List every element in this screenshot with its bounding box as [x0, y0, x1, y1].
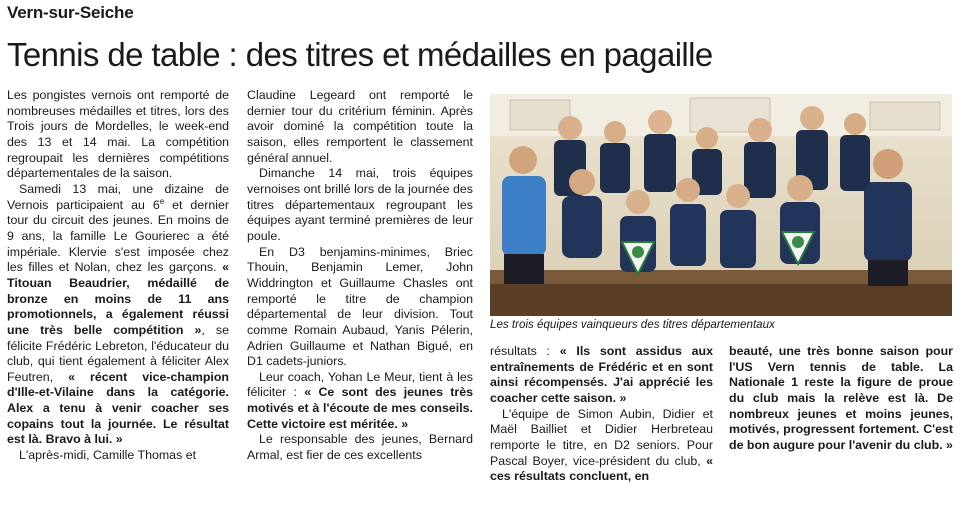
article-column-3	[490, 344, 713, 485]
quote: « Titouan Beaudrier, médaillé de bronze en moins de 11 ans promotionnels, a également réussi une très belle compétition »	[7, 260, 229, 337]
photo-caption: Les trois équipes vainqueurs des titres départementaux	[490, 318, 775, 331]
paragraph: Samedi 13 mai, une dizaine de Vernois participaient au 6e et dernier tour du circuit des jeunes. En moins de 9 ans, la famille Le Gourierec a été impériale. Klervie s'est imposée chez les filles et Nolan, chez les garçons. « Titouan Beaudrier, médaillé de bronze en moins de 11 ans promotionnels, a également réussi une très belle compétition », se félicite Frédéric Lebreton, l'éducateur du club, qui tient également à féliciter Alex Feutren, « récent vice-champion d'Ille-et-Vilaine dans la catégorie. Alex a tenu à venir coacher ses copains tout la journée. Le résultat est là. Bravo à lui. »	[7, 181, 230, 447]
paragraph: Claudine Legeard ont remporté le dernier tour du critérium féminin. Après avoir dominé la compétition toute la saison, elles remportent le classement général annuel.	[247, 88, 473, 165]
paragraph: Les pongistes vernois ont remporté de nombreuses médailles et titres, lors des Trois jours de Mordelles, le week-end des 13 et 14 mai. La compétition regroupait les dernières compétitions départementales de la saison.	[7, 88, 229, 181]
section-kicker: Vern-sur-Seiche	[7, 3, 134, 22]
paragraph: L'après-midi, Camille Thomas et	[19, 448, 197, 463]
quote: « Ce sont des jeunes très motivés et à l'écoute de mes conseils. Cette victoire est méritée. »	[247, 385, 474, 431]
paragraph: Le responsable des jeunes, Bernard Armal, est fier de ces excellents	[247, 432, 473, 463]
quote: beauté, une très bonne saison pour l'US Vern tennis de table. La Nationale 1 reste la figure de proue du club mais la relève est là. De nombreux jeunes et moins jeunes, motivés, progressent fortement. C'est de bon augure pour l'avenir du club. »	[729, 344, 953, 452]
paragraph: Leur coach, Yohan Le Meur, tient à les féliciter : « Ce sont des jeunes très motivés et à l'écoute de mes conseils. Cette victoire est méritée. »	[247, 369, 474, 431]
quote: « Ils sont assidus aux entraînements de Frédéric et en sont ainsi récompensés. J'ai apprécié les coacher cette saison. »	[490, 344, 714, 405]
article-column-4	[729, 344, 953, 454]
article-column-2	[247, 88, 473, 464]
paragraph: résultats : « Ils sont assidus aux entraînements de Frédéric et en sont ainsi récompensés. J'ai apprécié les coacher cette saison. »	[490, 344, 714, 405]
paragraph: Dimanche 14 mai, trois équipes vernoises ont brillé lors de la journée des titres départementaux regroupant les équipes ayant terminé premières de leur poule.	[247, 166, 473, 243]
article-headline: Tennis de table : des titres et médailles en pagaille	[7, 36, 713, 73]
team-photo	[490, 94, 952, 316]
quote: « ces résultats concluent, en	[490, 453, 713, 484]
article-column-1	[7, 88, 229, 464]
paragraph: En D3 benjamins-minimes, Briec Thouin, Benjamin Lemer, John Widdrington et Guillaume Chasles ont remporté le titre de champion départemental de leur division. Tout comme Romain Aubaud, Yanis Pélerin, Adrien Guillaume et Nathan Bigué, en D1 cadets-juniors.	[247, 244, 473, 369]
paragraph: L'équipe de Simon Aubin, Didier et Maël Bailliet et Didier Herbreteau remporte le titre, en D2 seniors. Pour Pascal Boyer, vice-président du club, « ces résultats concluent, en	[490, 406, 713, 484]
quote: « récent vice-champion d'Ille-et-Vilaine dans la catégorie. Alex a tenu à venir coacher ses copains tout la journée. Le résultat est là. Bravo à lui. »	[7, 369, 229, 447]
paragraph	[729, 344, 953, 454]
